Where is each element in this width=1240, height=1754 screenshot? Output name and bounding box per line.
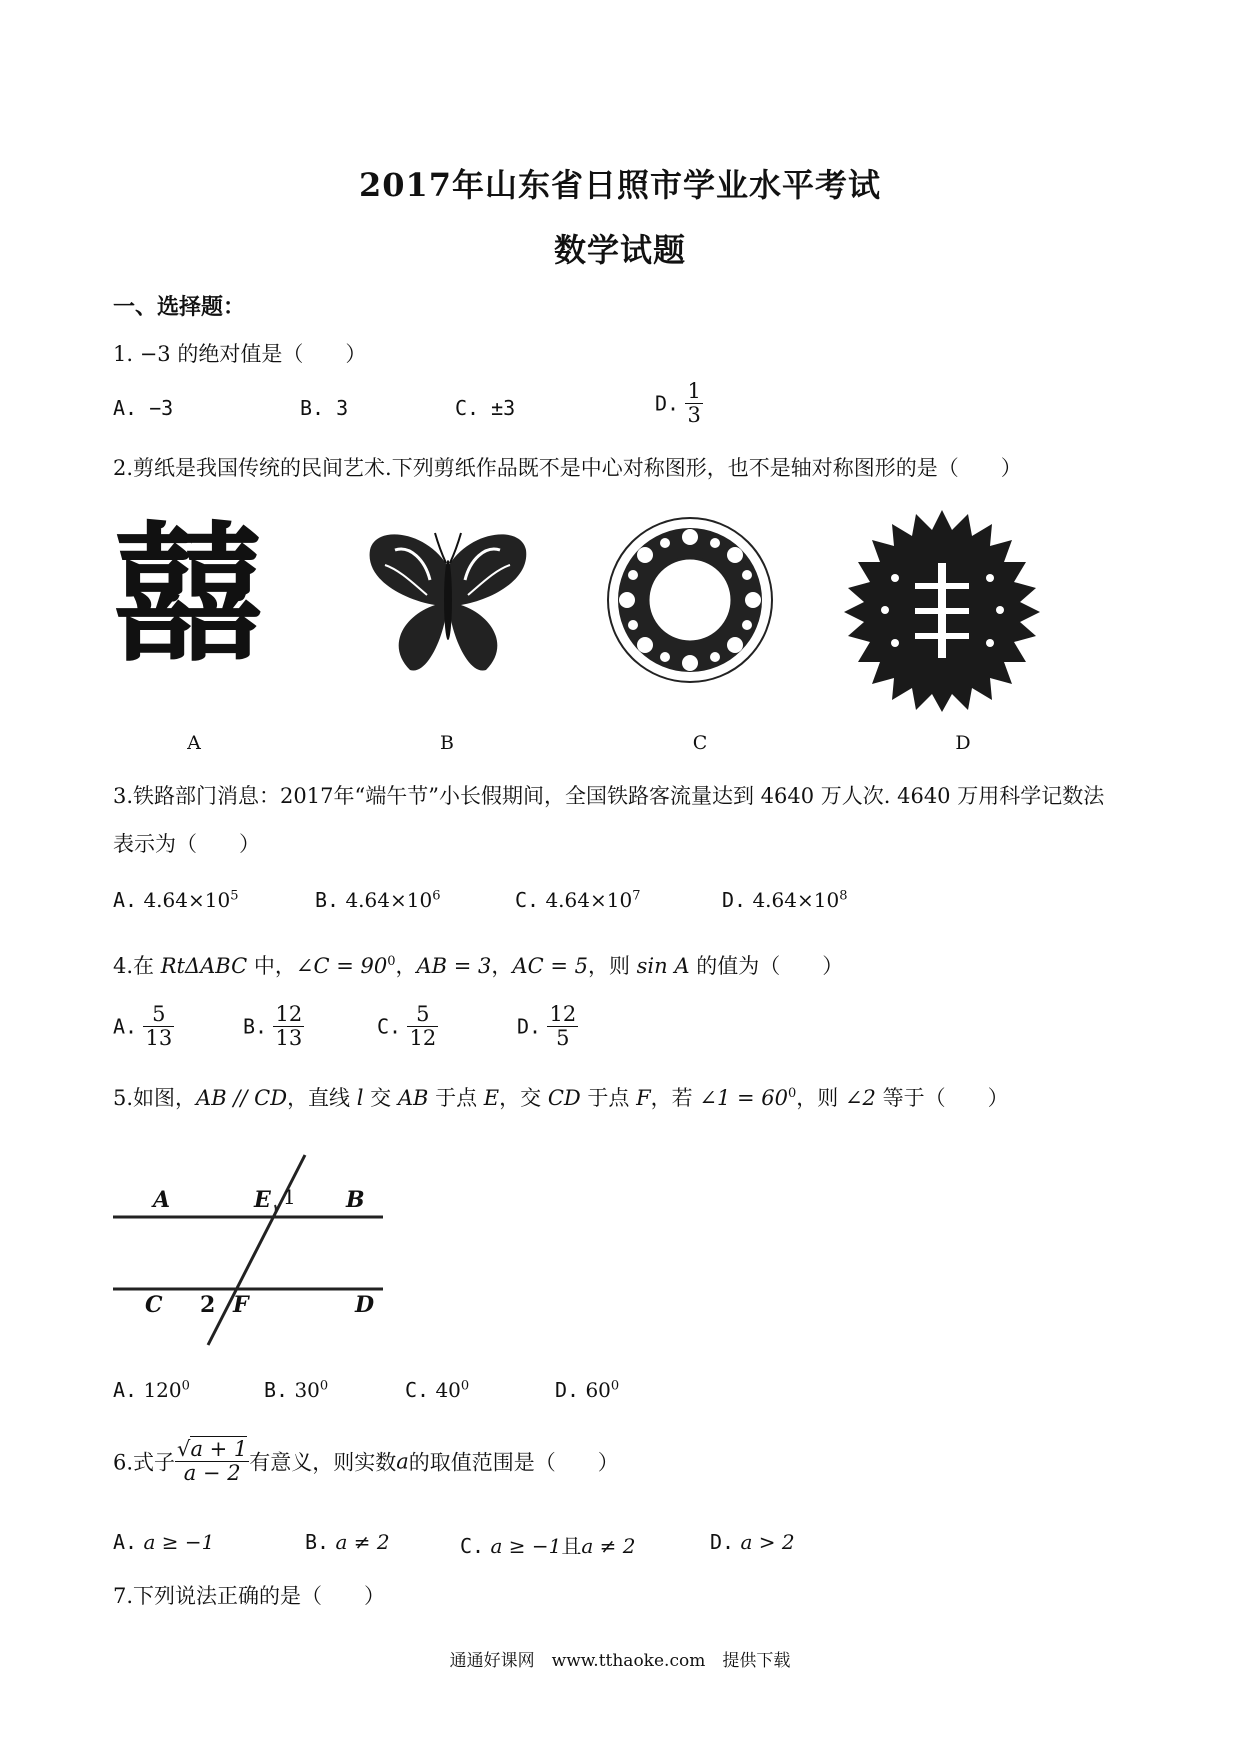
q4-d-prefix: D. [517, 1014, 542, 1039]
q3-d-exp: 8 [839, 888, 848, 904]
q5-t4: 于点 [428, 1086, 484, 1110]
q6-t3: 的取值范围是（ ） [408, 1450, 619, 1475]
q3-option-a [113, 888, 238, 912]
q4-c-num: 5 [407, 1003, 438, 1027]
q4-t5: ，则 [587, 954, 637, 978]
q4-a-fraction [143, 1003, 174, 1050]
q1-d-den: 3 [687, 403, 701, 428]
q6-c-and: 且 [561, 1534, 582, 1558]
q5-option-c [405, 1378, 469, 1402]
q5-fig-label-c: C [145, 1292, 163, 1318]
q4-deg: 0 [387, 954, 396, 969]
q4-d-num: 12 [549, 1002, 577, 1026]
q6-option-d [710, 1530, 795, 1554]
q4-t4: ， [491, 954, 513, 978]
q5-line-l: l [356, 1086, 364, 1110]
q4-b-fraction [273, 1003, 304, 1050]
question-6 [113, 1438, 619, 1485]
question-2: 2.剪纸是我国传统的民间艺术.下列剪纸作品既不是中心对称图形，也不是轴对称图形的是（ ） [113, 456, 1022, 480]
q1-d-fraction [685, 380, 702, 427]
q6-c-val2: a ≠ 2 [581, 1534, 636, 1558]
q5-b-deg: 0 [319, 1378, 329, 1394]
q6-a-prefix: A. [113, 1530, 138, 1554]
q4-a-prefix: A. [113, 1014, 138, 1039]
page-title: 2017年山东省日照市学业水平考试 [358, 166, 882, 204]
q5-cd: CD [547, 1086, 581, 1110]
q5-t5: ，交 [499, 1086, 548, 1110]
paper-cut-double-happiness: 囍 [113, 510, 263, 680]
q6-c-prefix: C. [460, 1534, 485, 1558]
q4-c-fraction [407, 1003, 438, 1050]
question-4 [113, 950, 843, 980]
q6-option-c [460, 1530, 635, 1559]
q5-t3: 交 [363, 1086, 398, 1110]
q3-option-d [722, 888, 847, 912]
q4-d-den: 5 [556, 1026, 570, 1051]
q6-b-val: a ≠ 2 [335, 1530, 390, 1554]
q6-c-val1: a ≥ −1 [490, 1534, 562, 1558]
q4-triangle: RtΔABC [160, 954, 248, 978]
page-subtitle: 数学试题 [553, 231, 686, 269]
q5-angle2: ∠2 [844, 1086, 876, 1110]
q5-d-val: 60 [585, 1378, 611, 1402]
q3-option-b [315, 888, 440, 912]
q3-c-exp: 7 [632, 888, 641, 904]
q4-b-num: 12 [275, 1002, 303, 1026]
q5-t6: 于点 [580, 1086, 637, 1110]
q3-c-val: 4.64×10 [545, 888, 633, 912]
q3-b-prefix: B. [315, 888, 340, 912]
q5-fig-label-b: B [346, 1187, 365, 1213]
q5-ab: AB [397, 1086, 429, 1110]
q5-parallel: AB // CD [196, 1086, 288, 1110]
q5-b-prefix: B. [264, 1378, 289, 1402]
q5-c-prefix: C. [405, 1378, 430, 1402]
q1-d-num: 1 [687, 379, 701, 403]
q1-option-b: B. 3 [300, 396, 349, 420]
q5-t1: 5.如图， [113, 1086, 197, 1110]
paper-cut-sun [840, 508, 1045, 713]
question-1: 1. −3 的绝对值是（ ） [113, 342, 367, 366]
q4-b-den: 13 [275, 1026, 303, 1051]
q5-a-val: 120 [143, 1378, 182, 1402]
q4-c-prefix: C. [377, 1014, 402, 1039]
q4-ac: AC = 5 [512, 954, 588, 978]
q6-expression [175, 1438, 249, 1485]
q3-option-c [515, 888, 640, 912]
q6-b-prefix: B. [305, 1530, 330, 1554]
q5-c-deg: 0 [460, 1378, 470, 1394]
q5-fig-label-1: 1 [283, 1185, 296, 1209]
q2-label-d: D [955, 732, 971, 754]
q5-fig-label-e: E [254, 1187, 271, 1213]
q1-option-d [655, 380, 703, 427]
section-heading: 一、选择题： [113, 294, 246, 320]
q3-b-val: 4.64×10 [345, 888, 433, 912]
q4-c-den: 12 [409, 1026, 437, 1051]
q2-label-b: B [440, 732, 454, 754]
q6-t2: 有意义，则实数 [249, 1450, 397, 1475]
q5-fig-label-2: 2 [200, 1292, 216, 1318]
q1-option-c: C. ±3 [455, 396, 516, 420]
q2-label-a: A [187, 732, 201, 754]
q5-a-deg: 0 [181, 1378, 190, 1394]
q4-a-den: 13 [145, 1026, 173, 1051]
q3-d-val: 4.64×10 [752, 888, 840, 912]
page-footer: 通通好课网 www.tthaoke.com 提供下载 [449, 1651, 791, 1671]
q5-angle1: ∠1 = 60 [699, 1086, 788, 1110]
q5-option-b [264, 1378, 328, 1402]
q4-t1: 4.在 [113, 954, 161, 978]
q5-b-val: 30 [294, 1378, 320, 1402]
q3-a-exp: 5 [230, 888, 239, 904]
sqrt-icon: √ [177, 1437, 191, 1461]
q6-t1: 6.式子 [113, 1450, 176, 1475]
question-3-line1: 3.铁路部门消息：2017年“端午节”小长假期间，全国铁路客流量达到 4640 万人次. 4640 万用科学记数法 [113, 784, 1105, 808]
q5-fig-label-d: D [355, 1292, 375, 1318]
q5-deg: 0 [787, 1086, 797, 1101]
q4-option-c [377, 1003, 438, 1050]
paper-cut-butterfly [365, 525, 530, 680]
q6-var: a [396, 1449, 409, 1474]
q5-option-a [113, 1378, 190, 1402]
q5-t2: ，直线 [287, 1086, 357, 1110]
question-3-line2: 表示为（ ） [113, 832, 260, 856]
q4-angle: ∠C = 90 [295, 954, 388, 978]
q5-fig-label-a: A [153, 1187, 171, 1213]
q5-figure [113, 1135, 388, 1350]
q6-option-b [305, 1530, 390, 1554]
q1-d-prefix: D. [655, 391, 680, 416]
q3-a-val: 4.64×10 [143, 888, 231, 912]
paper-cut-rosette [605, 515, 775, 685]
q5-f: F [636, 1086, 651, 1110]
q3-d-prefix: D. [722, 888, 747, 912]
q4-b-prefix: B. [243, 1014, 268, 1039]
q4-option-d [517, 1003, 578, 1050]
q5-fig-label-f: F [233, 1292, 249, 1318]
q5-t7: ，若 [650, 1086, 700, 1110]
q6-num-val: a + 1 [190, 1437, 248, 1461]
q5-option-d [555, 1378, 619, 1402]
q5-t8: ，则 [796, 1086, 845, 1110]
q4-t6: 的值为（ ） [689, 954, 844, 978]
q5-t9: 等于（ ） [875, 1086, 1009, 1110]
q4-a-num: 5 [143, 1003, 174, 1027]
q6-d-prefix: D. [710, 1530, 735, 1554]
q4-ab: AB = 3 [416, 954, 492, 978]
q6-d-val: a > 2 [740, 1530, 795, 1554]
q2-label-c: C [692, 732, 708, 754]
q4-option-a [113, 1003, 174, 1050]
q1-option-a: A. −3 [113, 396, 174, 420]
q3-c-prefix: C. [515, 888, 540, 912]
q5-e: E [483, 1086, 500, 1110]
q5-d-deg: 0 [610, 1378, 620, 1394]
question-7: 7.下列说法正确的是（ ） [113, 1584, 386, 1608]
q3-b-exp: 6 [432, 888, 441, 904]
q5-c-val: 40 [435, 1378, 461, 1402]
q6-option-a [113, 1530, 214, 1554]
q4-option-b [243, 1003, 304, 1050]
q3-a-prefix: A. [113, 888, 138, 912]
q4-d-fraction [547, 1003, 578, 1050]
question-5 [113, 1082, 1009, 1112]
q6-denominator: a − 2 [183, 1461, 241, 1486]
q4-t3: ， [395, 954, 417, 978]
q6-numerator [175, 1438, 249, 1462]
q6-a-val: a ≥ −1 [143, 1530, 215, 1554]
q4-t2: 中， [247, 954, 296, 978]
q5-a-prefix: A. [113, 1378, 138, 1402]
q5-d-prefix: D. [555, 1378, 580, 1402]
q4-sina: sin A [636, 954, 690, 978]
